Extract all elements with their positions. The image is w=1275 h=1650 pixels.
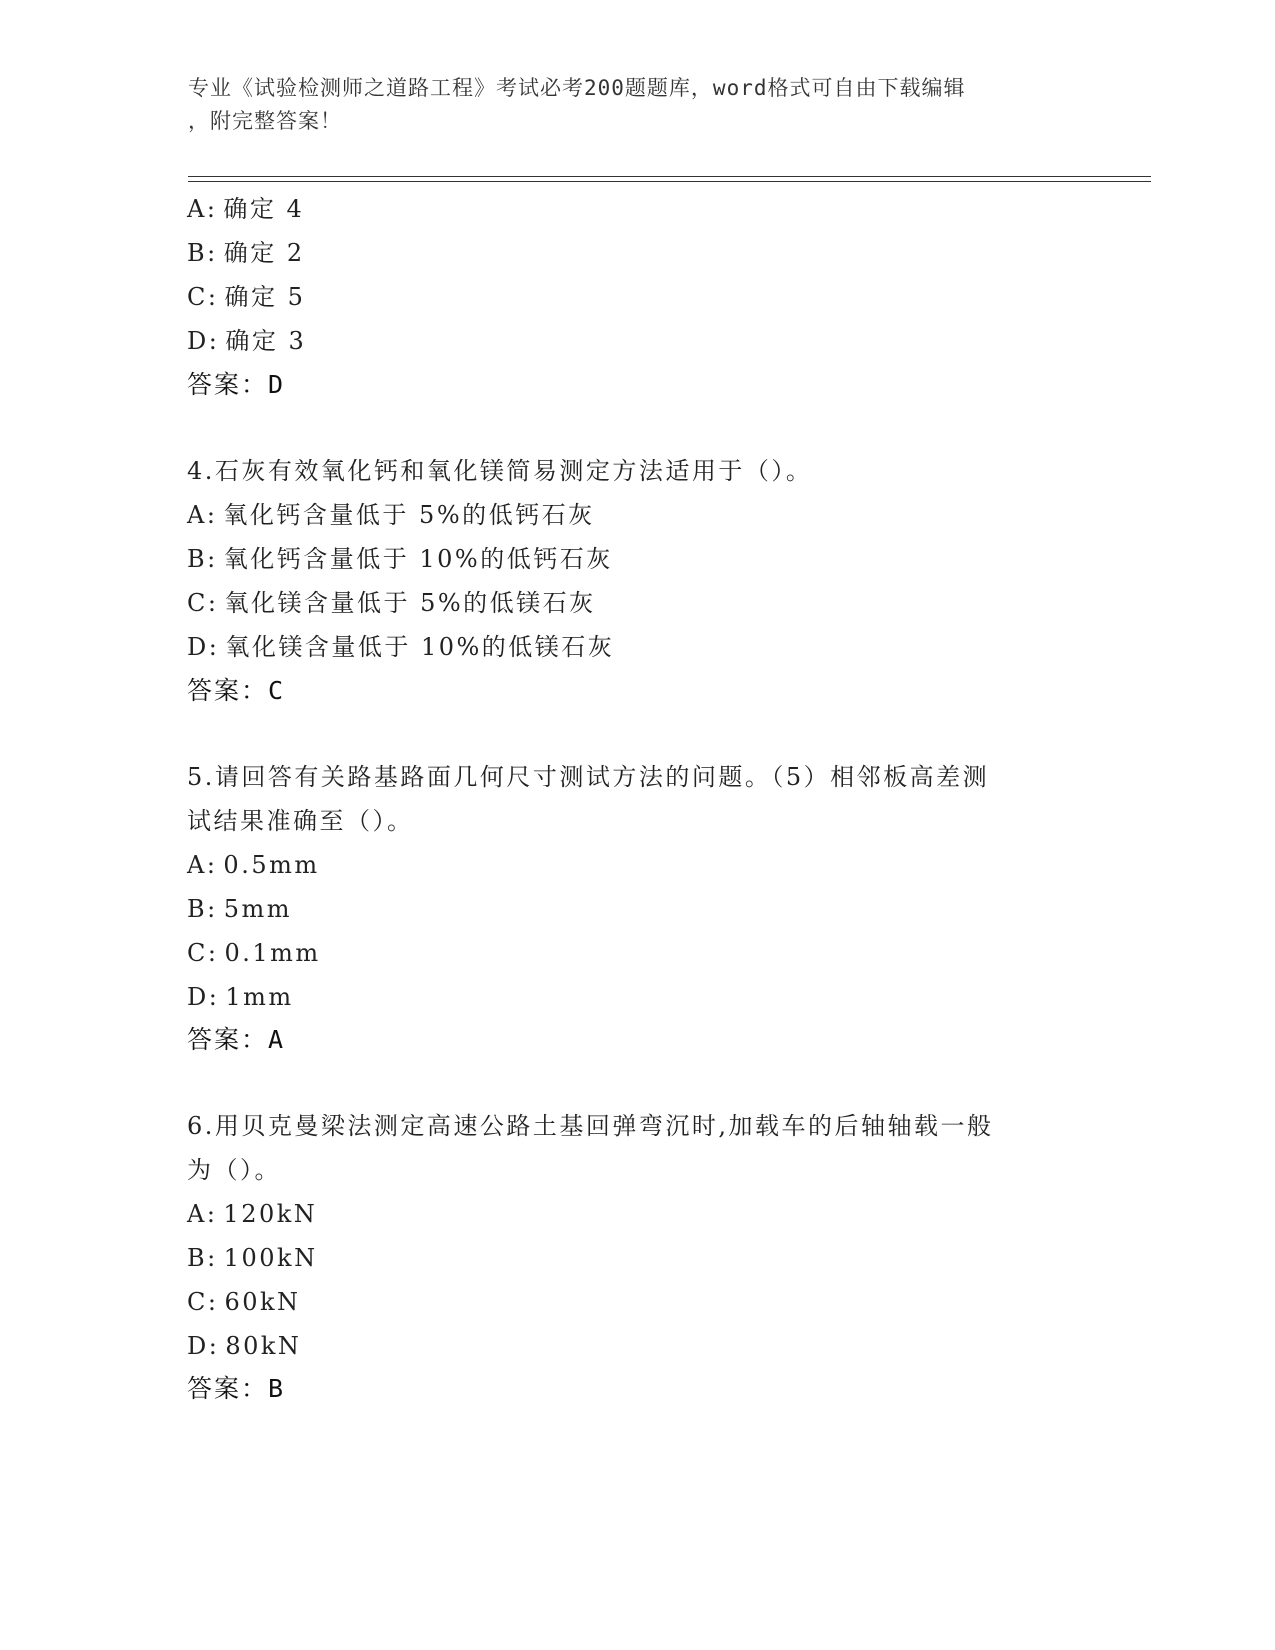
option-text: 5mm (223, 895, 293, 923)
header-title-line-1: 专业《试验检测师之道路工程》考试必考200题题库，word格式可自由下载编辑 (188, 76, 966, 100)
q4-answer (187, 676, 285, 706)
answer-value: C (268, 676, 286, 705)
answer-value: B (268, 1374, 286, 1403)
option-text: 0.5mm (223, 851, 320, 879)
q5-answer (187, 1025, 285, 1055)
option-text: 60kN (224, 1288, 301, 1316)
prev-answer (187, 370, 285, 400)
option-text: 确定 5 (224, 283, 306, 311)
answer-label: 答案： (187, 676, 269, 705)
option-label: B: (187, 1244, 218, 1272)
option-label: D: (187, 633, 220, 661)
option-text: 氧化钙含量低于 5%的低钙石灰 (223, 501, 595, 529)
answer-value: A (268, 1025, 286, 1054)
option-label: B: (187, 239, 218, 267)
prev-option-c (187, 282, 305, 312)
option-text: 氧化镁含量低于 5%的低镁石灰 (224, 589, 596, 617)
q4-option-b (187, 544, 613, 574)
q4-stem: 4.石灰有效氧化钙和氧化镁简易测定方法适用于（）。 (187, 457, 813, 485)
q6-stem-line-1: 6.用贝克曼梁法测定高速公路土基回弹弯沉时,加载车的后轴轴载一般 (187, 1112, 994, 1140)
option-label: B: (187, 895, 218, 923)
option-text: 120kN (223, 1200, 318, 1228)
option-label: A: (187, 501, 218, 529)
q4-option-c (187, 588, 596, 618)
option-label: C: (187, 939, 219, 967)
q5-option-b (187, 894, 292, 924)
option-text: 确定 4 (223, 195, 305, 223)
q6-option-a (187, 1199, 317, 1229)
option-text: 100kN (223, 1244, 318, 1272)
document-header (188, 72, 1068, 138)
option-label: A: (187, 851, 218, 879)
option-label: A: (187, 195, 218, 223)
answer-label: 答案： (187, 1025, 269, 1054)
prev-option-b (187, 238, 305, 268)
q5-option-d (187, 982, 294, 1012)
option-text: 氧化钙含量低于 10%的低钙石灰 (223, 545, 613, 573)
q5-option-c (187, 938, 321, 968)
q5-option-a (187, 850, 320, 880)
option-label: C: (187, 1288, 219, 1316)
option-text: 80kN (225, 1332, 302, 1360)
header-rule-bottom (188, 181, 1151, 182)
q6-option-d (187, 1331, 301, 1361)
option-text: 1mm (225, 983, 294, 1011)
header-title-line-2: ，附完整答案！ (188, 109, 342, 133)
option-text: 确定 2 (223, 239, 305, 267)
prev-option-d (187, 326, 306, 356)
option-label: B: (187, 545, 218, 573)
option-label: D: (187, 327, 220, 355)
answer-label: 答案： (187, 370, 269, 399)
q6-option-c (187, 1287, 301, 1317)
answer-label: 答案： (187, 1374, 269, 1403)
option-label: D: (187, 983, 220, 1011)
q6-option-b (187, 1243, 318, 1273)
prev-option-a (187, 194, 304, 224)
option-text: 0.1mm (224, 939, 321, 967)
option-label: C: (187, 283, 219, 311)
q4-option-d (187, 632, 614, 662)
option-label: D: (187, 1332, 220, 1360)
option-text: 氧化镁含量低于 10%的低镁石灰 (225, 633, 615, 661)
answer-value: D (268, 370, 286, 399)
header-rule-top (188, 176, 1151, 177)
option-label: A: (187, 1200, 218, 1228)
q6-stem-line-2: 为（）。 (187, 1156, 281, 1184)
q4-option-a (187, 500, 595, 530)
option-text: 确定 3 (225, 327, 307, 355)
q5-stem-line-2: 试结果准确至（）。 (187, 807, 414, 835)
option-label: C: (187, 589, 219, 617)
q6-answer (187, 1374, 285, 1404)
q5-stem-line-1: 5.请回答有关路基路面几何尺寸测试方法的问题。（5）相邻板高差测 (187, 763, 990, 791)
